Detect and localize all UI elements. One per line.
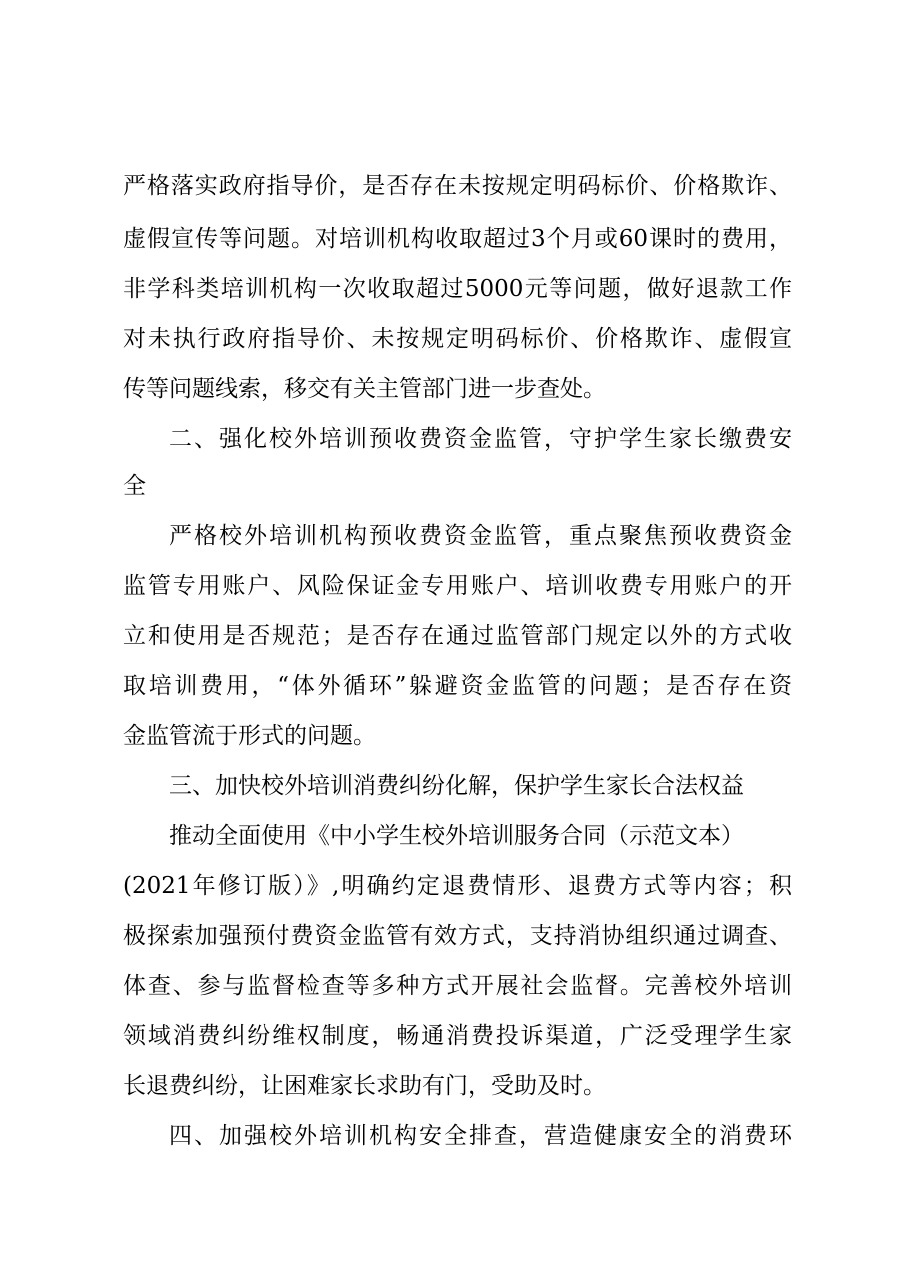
text-line: 金监管流于形式的问题。 — [123, 723, 376, 749]
text-line: 体查、参与监督检查等多种方式开展社会监督。完善校外培训 — [123, 973, 792, 999]
section-heading: 四、加强校外培训机构安全排查，营造健康安全的消费环 — [169, 1123, 792, 1149]
text-line: 取培训费用，“体外循环”躲避资金监管的问题；是否存在资 — [123, 673, 792, 699]
text-line: 对未执行政府指导价、未按规定明码标价、价格欺诈、虚假宣 — [123, 326, 792, 352]
text-line: 虚假宣传等问题。对培训机构收取超过3个月或60课时的费用， — [123, 226, 792, 252]
section-heading-continuation: 全 — [123, 473, 146, 499]
text-line: 严格落实政府指导价，是否存在未按规定明码标价、价格欺诈、 — [123, 173, 792, 199]
text-line: 推动全面使用《中小学生校外培训服务合同（示范文本） — [169, 823, 744, 849]
section-heading: 二、强化校外培训预收费资金监管，守护学生家长缴费安 — [169, 426, 792, 452]
text-line: 长退费纠纷，让困难家长求助有门，受助及时。 — [123, 1073, 606, 1099]
text-line: 监管专用账户、风险保证金专用账户、培训收费专用账户的开 — [123, 573, 792, 599]
text-line: 传等问题线索，移交有关主管部门进一步查处。 — [123, 376, 606, 402]
text-line: 严格校外培训机构预收费资金监管，重点聚焦预收费资金 — [169, 523, 792, 549]
section-heading: 三、加快校外培训消费纠纷化解，保护学生家长合法权益 — [169, 773, 744, 799]
text-line: 领域消费纠纷维权制度，畅通消费投诉渠道，广泛受理学生家 — [123, 1023, 792, 1049]
text-line: 极探索加强预付费资金监管有效方式，支持消协组织通过调查、 — [123, 923, 792, 949]
text-line: 立和使用是否规范；是否存在通过监管部门规定以外的方式收 — [123, 623, 792, 649]
text-line: (2021年修订版）》,明确约定退费情形、退费方式等内容；积 — [123, 873, 792, 899]
text-line: 非学科类培训机构一次收取超过5000元等问题，做好退款工作 — [123, 276, 792, 302]
